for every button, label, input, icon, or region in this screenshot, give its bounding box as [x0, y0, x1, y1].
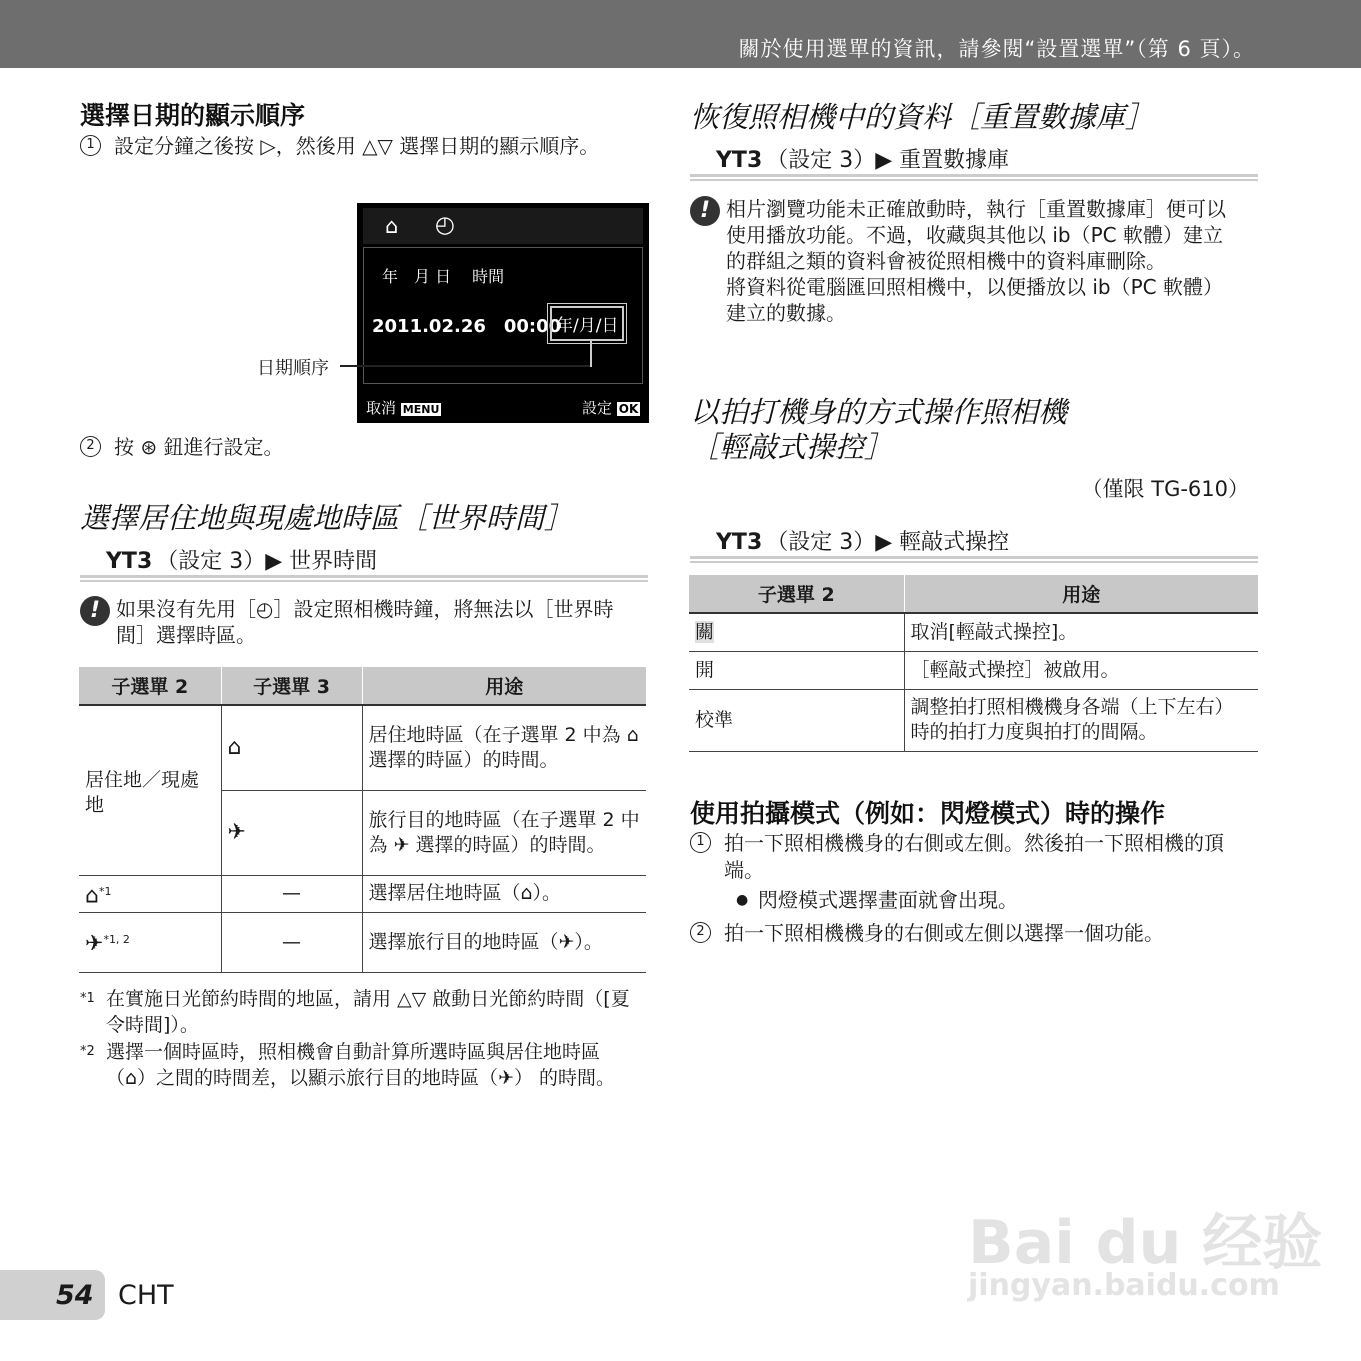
date-order-step2 — [80, 434, 640, 461]
world-time-path — [80, 540, 648, 582]
menu-path-text: （設定 3）▶ 輕敲式操控 — [766, 530, 1010, 555]
divider — [690, 561, 1258, 563]
world-time-title: 選擇居住地與現處地時區［世界時間］ — [80, 501, 574, 535]
footnote-2 — [80, 1039, 640, 1091]
table-cell: 調整拍打照相機機身各端（上下左右）時的拍打力度與拍打的間隔。 — [904, 689, 1258, 751]
table-cell: 旅行目的地時區（在子選單 2 中為 ✈ 選擇的時區）的時間。 — [362, 790, 646, 875]
table-header: 用途 — [362, 667, 646, 705]
caution-icon: ! — [690, 196, 720, 226]
divider — [690, 179, 1258, 181]
date-order-step1 — [80, 133, 645, 160]
callout-line-vertical — [590, 341, 592, 367]
table-cell: — — [221, 912, 362, 972]
tap-control-path — [690, 521, 1258, 563]
divider — [80, 580, 648, 582]
table-row — [79, 875, 646, 912]
table-cell — [79, 912, 221, 972]
screen-top-bar — [363, 208, 643, 244]
header-bar — [0, 0, 1361, 68]
table-header: 子選單 2 — [689, 575, 904, 613]
step-number: 1 — [690, 832, 711, 853]
bullet-icon: ● — [736, 892, 749, 908]
setup-menu-icon: YT3 — [716, 148, 763, 173]
table-cell: 取消[輕敲式操控]。 — [904, 613, 1258, 651]
shooting-mode-bullet — [736, 887, 1256, 914]
footnote-mark: *2 — [80, 1044, 95, 1059]
table-cell: — — [221, 875, 362, 912]
camera-screen — [357, 203, 649, 423]
screen-body — [363, 247, 643, 384]
note-text: 如果沒有先用［◴］設定照相機時鐘，將無法以［世界時間］選擇時區。 — [116, 597, 614, 647]
menu-path — [716, 143, 1009, 174]
menu-path — [716, 525, 1009, 556]
menu-path-text: （設定 3）▶ 重置數據庫 — [766, 148, 1010, 173]
watermark-brand: Bai du 经验 — [968, 1208, 1323, 1278]
step-text: 拍一下照相機機身的右側或左側以選擇一個功能。 — [724, 921, 1164, 945]
divider — [80, 575, 648, 578]
set-label: 設定 — [582, 399, 613, 417]
world-time-note — [80, 596, 630, 648]
note-text: 將資料從電腦匯回照相機中，以便播放以 ib（PC 軟體）建立的數據。 — [726, 275, 1223, 325]
reset-db-title: 恢復照相機中的資料［重置數據庫］ — [690, 100, 1155, 134]
table-cell: ［輕敲式操控］被啟用。 — [904, 651, 1258, 689]
step-text: 拍一下照相機機身的右側或左側。然後拍一下照相機的頂端。 — [724, 831, 1224, 882]
divider — [690, 556, 1258, 559]
table-row — [79, 705, 646, 790]
ok-button-icon: OK — [618, 402, 639, 416]
bullet-text: 閃燈模式選擇畫面就會出現。 — [758, 888, 1018, 912]
date-order-field[interactable]: 年/月/日 — [550, 306, 624, 341]
world-time-table — [79, 667, 646, 973]
home-icon: ⌂ — [85, 882, 99, 908]
footnote-ref: *1 — [98, 884, 112, 898]
step-number: 2 — [80, 436, 101, 457]
reset-db-note — [690, 196, 1242, 326]
table-cell: 居住地時區（在子選單 2 中為 ⌂ 選擇的時區）的時間。 — [362, 705, 646, 790]
divider — [690, 174, 1258, 177]
setup-menu-icon: YT3 — [716, 530, 763, 555]
callout-line — [340, 365, 592, 367]
screen-set — [582, 397, 640, 418]
table-row — [79, 912, 646, 972]
header-note: 關於使用選單的資訊，請參閱“設置選單”（第 6 頁）。 — [738, 37, 1255, 61]
table-row — [689, 689, 1258, 751]
tap-control-table — [689, 575, 1258, 752]
home-icon: ⌂ — [221, 705, 362, 790]
footnote-text: 在實施日光節約時間的地區，請用 △▽ 啟動日光節約時間（[夏令時間]）。 — [106, 988, 630, 1036]
date-order-title: 選擇日期的顯示順序 — [80, 101, 306, 130]
tap-control-title-line1: 以拍打機身的方式操作照相機 — [690, 395, 1068, 429]
option-on: 開 — [689, 651, 904, 689]
table-header: 子選單 3 — [221, 667, 362, 705]
menu-path-text: （設定 3）▶ 世界時間 — [156, 549, 378, 574]
step-number: 1 — [80, 135, 101, 156]
step-number: 2 — [690, 922, 711, 943]
tap-control-title-line2: ［輕敲式操控］ — [690, 430, 894, 464]
table-row — [689, 613, 1258, 651]
step-text: 設定分鐘之後按 ▷，然後用 △▽ 選擇日期的顯示順序。 — [114, 134, 600, 158]
table-cell: 居住地／現處地 — [79, 705, 221, 875]
setup-menu-icon: YT3 — [106, 549, 153, 574]
screen-labels: 年 月 日 時間 — [382, 267, 505, 286]
model-note: （僅限 TG-610） — [1081, 477, 1249, 501]
shooting-mode-step2 — [690, 920, 1255, 947]
table-cell: 選擇旅行目的地時區（✈）。 — [362, 912, 646, 972]
table-header: 用途 — [904, 575, 1258, 613]
option-calibrate: 校準 — [689, 689, 904, 751]
option-off: 關 — [695, 620, 715, 643]
page-language: CHT — [118, 1280, 174, 1311]
callout-label: 日期順序 — [257, 358, 329, 379]
clock-icon: ◴ — [435, 212, 456, 238]
screen-cancel — [366, 397, 441, 418]
caution-icon: ! — [80, 596, 110, 626]
airplane-icon: ✈ — [85, 931, 104, 957]
table-cell — [79, 875, 221, 912]
footnote-text: 選擇一個時區時，照相機會自動計算所選時區與居住地時區（⌂）之間的時間差，以顯示旅行目的地時區（✈） 的時間。 — [106, 1041, 616, 1089]
footnote-1 — [80, 986, 640, 1038]
airplane-icon: ✈ — [221, 790, 362, 875]
table-cell — [689, 613, 904, 651]
footnote-ref: *1, 2 — [103, 933, 130, 947]
menu-button-icon: MENU — [402, 403, 440, 416]
watermark-url: jingyan.baidu.com — [968, 1268, 1280, 1303]
page-number: 54 — [56, 1280, 94, 1311]
cancel-label: 取消 — [366, 399, 397, 417]
reset-db-path — [690, 139, 1258, 181]
table-row — [689, 651, 1258, 689]
step-text: 按 ⊛ 鈕進行設定。 — [114, 435, 284, 459]
shooting-mode-title: 使用拍攝模式（例如：閃燈模式）時的操作 — [690, 799, 1166, 828]
home-icon: ⌂ — [385, 214, 399, 238]
table-header: 子選單 2 — [79, 667, 221, 705]
shooting-mode-step1 — [690, 830, 1255, 884]
table-cell: 選擇居住地時區（⌂）。 — [362, 875, 646, 912]
footnote-mark: *1 — [80, 991, 95, 1006]
menu-path — [106, 544, 377, 575]
screen-datetime: 2011.02.26 00:00 — [372, 316, 562, 337]
note-text: 相片瀏覽功能未正確啟動時，執行［重置數據庫］便可以使用播放功能。不過，收藏與其他以 ib（PC 軟體）建立的群組之類的資料會被從照相機中的資料庫刪除。 — [726, 197, 1226, 273]
